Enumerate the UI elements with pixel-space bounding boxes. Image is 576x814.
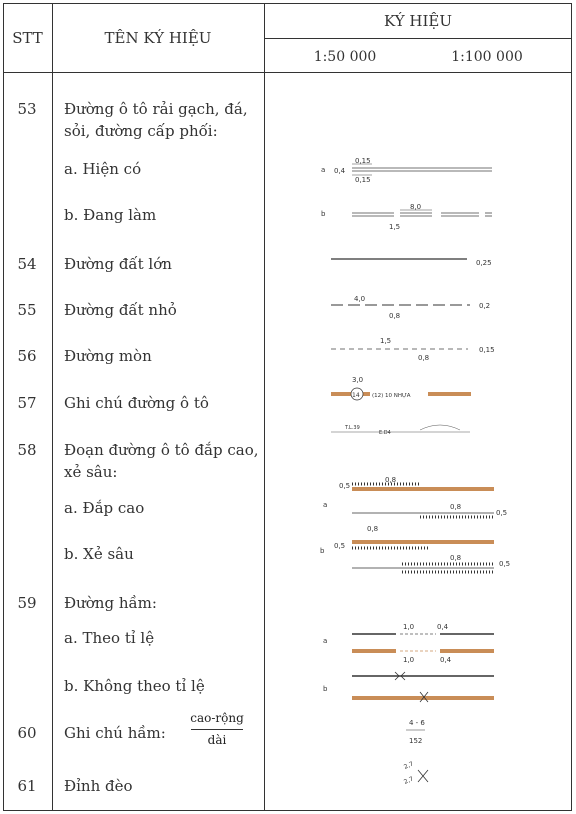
symbol-name: Đường hầm: [64,594,157,612]
header-scale-50000: 1:50 000 [313,49,377,65]
tunnel-note-numerator: cao-rộng [190,711,244,725]
dimension-label: 0,25 [476,259,492,267]
symbol-name: a. Đắp cao [64,499,145,517]
symbol-name: Đỉnh đèo [64,777,133,795]
row-number: 60 [17,724,37,742]
variant-letter: a [323,637,328,645]
tunnel-road-band [440,649,494,653]
dimension-label: 0,8 [385,476,397,484]
dimension-label: 0,4 [334,167,346,175]
variant-letter: b [320,547,325,555]
dimension-label: 0,2 [479,302,491,310]
road-note-curve [420,425,460,430]
row-number: 57 [17,394,37,412]
pass-elevation-label: 2,7 [402,760,415,771]
symbol-name: Ghi chú hầm: [64,724,166,742]
row-number: 56 [17,347,37,365]
dimension-label: 0,8 [418,354,430,362]
symbol-name: a. Hiện có [64,160,142,178]
header-symbol: KÝ HIỆU [383,12,453,30]
dimension-label: 0,8 [450,554,462,562]
variant-letter: a [323,501,328,509]
dimension-label: 4,0 [354,295,366,303]
variant-letter: b [323,685,328,693]
dimension-label: 0,8 [389,312,401,320]
tunnel-note-denominator: dài [207,733,227,747]
variant-letter: a [321,166,326,174]
dimension-label: 0,4 [440,656,452,664]
road-note-small: T.L.39 [345,425,360,431]
tunnel-road-band [352,649,396,653]
dimension-label: 0,5 [499,560,511,568]
symbol-name: b. Đang làm [64,206,157,224]
symbol-name: Ghi chú đường ô tô [64,394,209,412]
row-number: 54 [17,255,37,273]
tunnel-note-bottom: 152 [409,737,423,745]
symbol-name: Đường ô tô rải gạch, đá, sỏi, đường cấp phối: [64,100,248,140]
dimension-label: 0,15 [479,346,495,354]
dimension-label: 3,0 [352,376,364,384]
dimension-label: 0,8 [367,525,379,533]
road-number-label: 14 [352,392,360,399]
dimension-label: 1,0 [403,623,415,631]
variant-letter: b [321,210,326,218]
row-number: 55 [17,301,37,319]
dimension-label: 0,15 [355,176,371,184]
symbol-name: Đoạn đường ô tô đắp cao, xẻ sâu: [64,441,259,481]
symbol-name: Đường đất lớn [64,255,172,273]
mountain-pass-icon [418,770,428,782]
dimension-label: 8,0 [410,203,422,211]
pass-elevation-label: 2,7 [402,775,415,786]
dimension-label: 1,5 [389,223,401,231]
dimension-label: 1,5 [380,337,392,345]
symbol-name: b. Không theo tỉ lệ [64,677,205,695]
row-number: 59 [17,594,37,612]
row-number: 58 [17,441,37,459]
embankment-band [352,487,494,491]
symbol-name: Đường mòn [64,347,152,365]
dimension-label: 0,15 [355,157,371,165]
cutting-band [352,540,494,544]
row-number: 61 [17,777,37,795]
tunnel-note-top: 4 - 6 [409,719,425,727]
header-name: TÊN KÝ HIỆU [104,29,212,47]
dimension-label: 0,4 [437,623,449,631]
symbol-name: b. Xẻ sâu [64,545,134,563]
row-number: 53 [17,100,37,118]
road-surface-note: (12) 10 NHỰA [372,393,411,399]
header-stt: STT [12,29,43,47]
header-scale-100000: 1:100 000 [451,49,523,65]
road-note-small: E.D4 [379,430,391,436]
dimension-label: 0,5 [334,542,346,550]
dimension-label: 0,5 [496,509,508,517]
dimension-label: 1,0 [403,656,415,664]
dimension-label: 0,8 [450,503,462,511]
symbol-name: Đường đất nhỏ [64,301,177,319]
symbol-name: a. Theo tỉ lệ [64,629,155,647]
dimension-label: 0,5 [339,482,351,490]
